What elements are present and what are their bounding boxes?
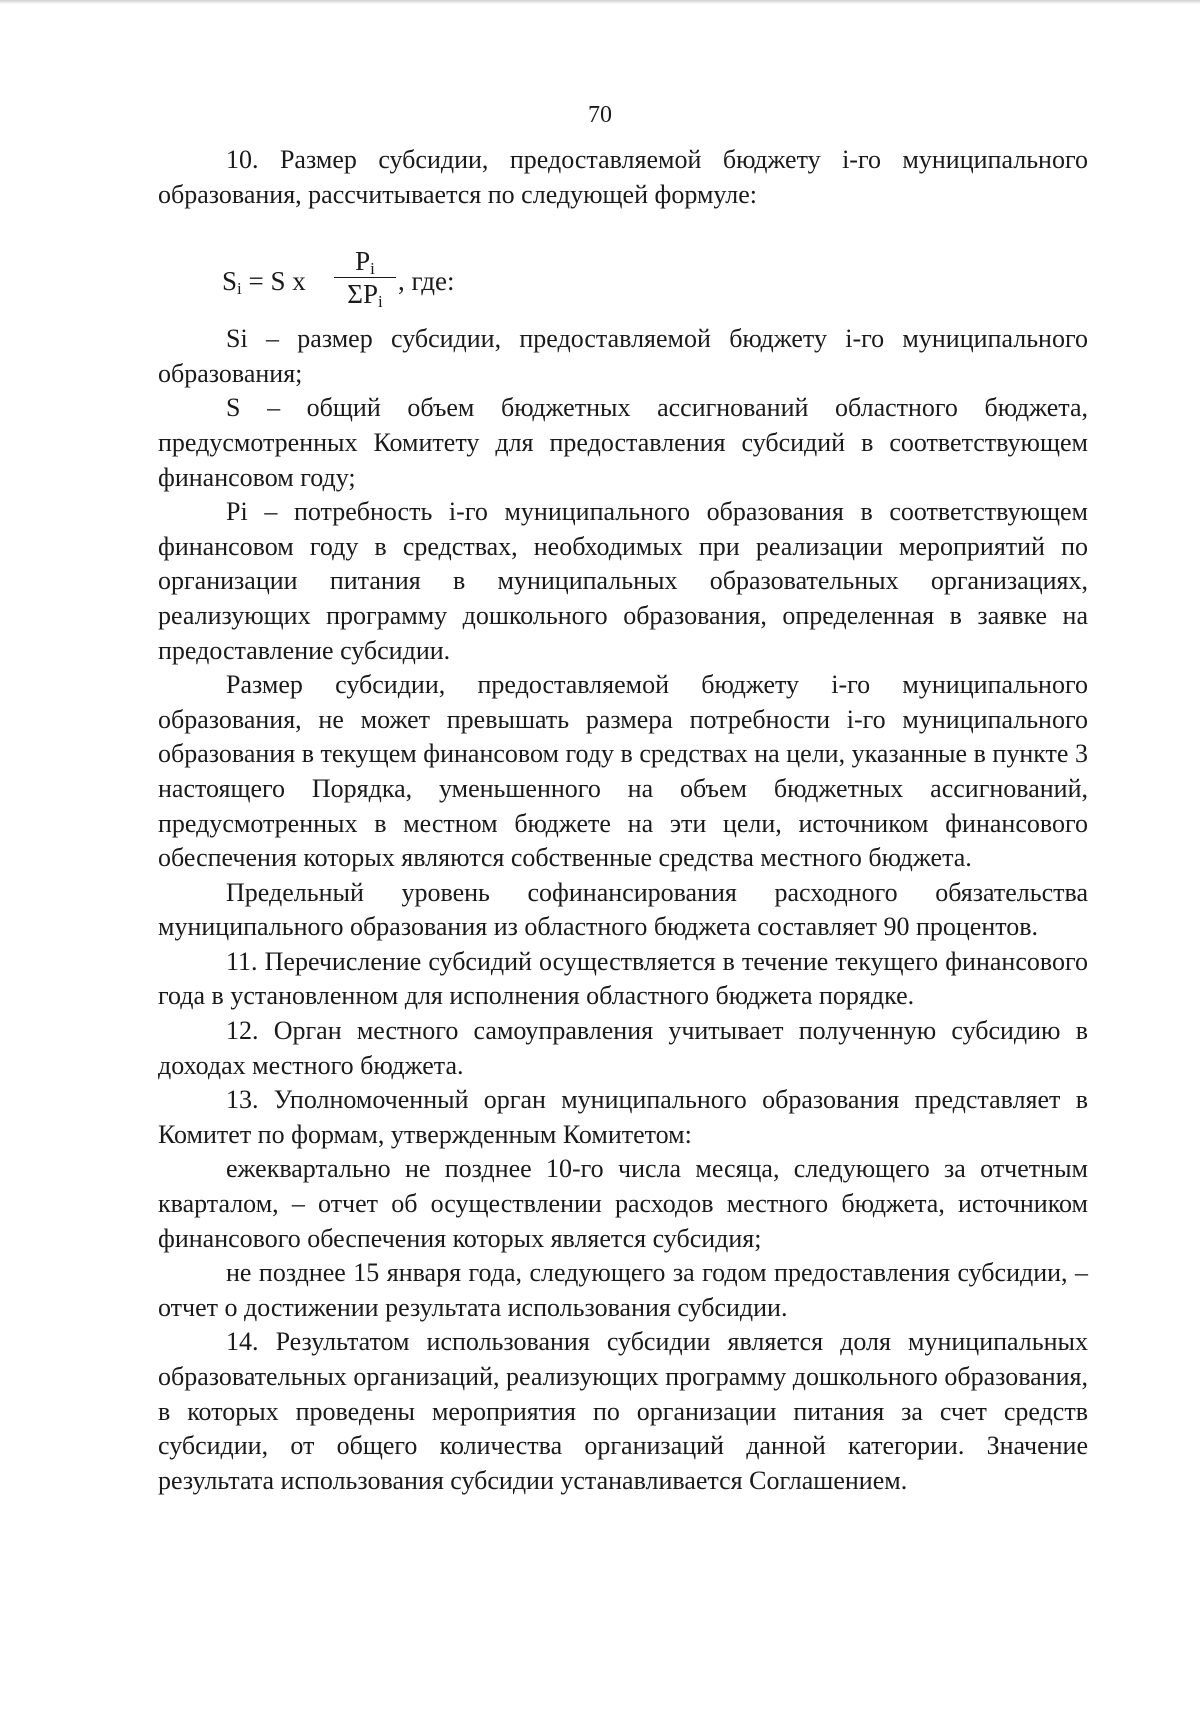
page-number: 70 <box>588 102 612 128</box>
definition-pi: Pi – потребность i-го муниципального образования в соответствующем финансовом году в средствах, необходимых при реализации мероприятий по организации питания в муниципальных образовательных организациях, реализующих программу дошкольного образования, определенная в заявке на предоставление субсидии. <box>158 497 1088 665</box>
paragraph-13: 13. Уполномоченный орган муниципального образования представляет в Комитет по формам, утвержденным Комитетом: <box>158 1085 1088 1149</box>
formula-fraction <box>334 246 396 310</box>
formula-lhs: $S_i = S$ x <box>222 266 313 299</box>
definition-si: Si – размер субсидии, предоставляемой бюджету i-го муниципального образования; <box>158 324 1088 388</box>
formula-suffix: , где: <box>398 266 455 297</box>
formula-denominator: $\Sigma P_i$ <box>347 279 383 312</box>
scan-top-edge <box>0 0 1200 4</box>
paragraph-13-annual: не позднее 15 января года, следующего за годом предоставления субсидии, – отчет о достижении результата использования субсидии. <box>158 1258 1088 1322</box>
paragraph-subsidy-limit: Размер субсидии, предоставляемой бюджету i-го муниципального образования, не может превышать размера потребности i-го муниципального образования в текущем финансовом году в средствах на цели, указанные в пункте 3 настоящего Порядка, уменьшенного на объем бюджетных ассигнований, предусмотренных в местном бюджете на эти цели, источником финансового обеспечения которых являются собственные средства местного бюджета. <box>158 670 1088 873</box>
paragraph-11: 11. Перечисление субсидий осуществляется в течение текущего финансового года в установленном для исполнения областного бюджета порядке. <box>158 946 1088 1011</box>
paragraph-13-quarterly: ежеквартально не позднее 10-го числа месяца, следующего за отчетным кварталом, – отчет об осуществлении расходов местного бюджета, источником финансового обеспечения которых является субсидия; <box>158 1154 1088 1253</box>
paragraph-cofinancing: Предельный уровень софинансирования расходного обязательства муниципального образования из областного бюджета составляет 90 процентов. <box>158 877 1088 942</box>
paragraph-12: 12. Орган местного самоуправления учитывает полученную субсидию в доходах местного бюджета. <box>158 1016 1088 1080</box>
formula-numerator: $P_i$ <box>334 246 396 278</box>
paragraph-14: 14. Результатом использования субсидии является доля муниципальных образовательных организаций, реализующих программу дошкольного образования, в которых проведены мероприятия по организации питания за счет средств субсидии, от общего количества организаций данной категории. Значение результата использования субсидии устанавливается Соглашением. <box>158 1327 1088 1495</box>
subsidy-formula <box>158 212 1088 322</box>
definition-s: S – общий объем бюджетных ассигнований областного бюджета, предусмотренных Комитету для предоставления субсидий в соответствующем финансовом году; <box>158 393 1088 492</box>
paragraph-10: 10. Размер субсидии, предоставляемой бюджету i-го муниципального образования, рассчитывается по следующей формуле: <box>158 145 1088 209</box>
document-body <box>158 143 1088 1498</box>
